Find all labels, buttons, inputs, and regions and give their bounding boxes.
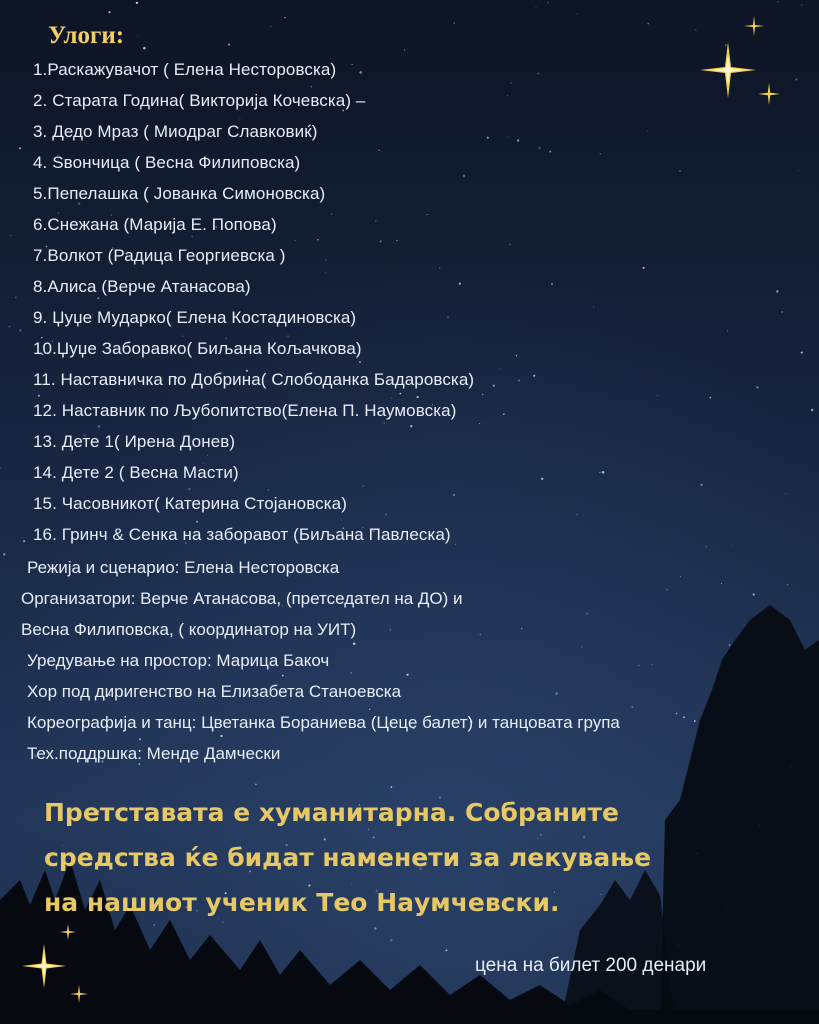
star-dot [239, 118, 240, 119]
star-dot [391, 398, 392, 399]
star-dot [359, 71, 362, 74]
star-dot [390, 939, 392, 941]
role-item: 3. Дедо Мраз ( Миодраг Славковиќ) [33, 122, 318, 141]
star-dot [410, 425, 412, 427]
star-dot [385, 513, 387, 515]
notice-line: средства ќе бидат наменети за лекување [44, 843, 652, 872]
star-dot [439, 267, 440, 268]
star-dot [454, 22, 455, 23]
star-dot [390, 629, 392, 631]
star-dot [517, 139, 519, 141]
star-dot [695, 29, 696, 30]
role-item: 11. Наставничка по Добрина( Слободанка Бадаровска) [33, 370, 475, 389]
star-dot [706, 546, 707, 547]
star-dot [694, 720, 696, 722]
credit-organizers-line1: Организатори: Верче Атанасова, (претседател на ДО) и [21, 589, 463, 608]
star-dot [15, 296, 17, 298]
star-dot [404, 49, 405, 50]
star-dot [380, 240, 382, 242]
star-dot [683, 716, 685, 718]
star-dot [787, 584, 788, 585]
star-dot [138, 35, 139, 36]
star-dot [631, 706, 633, 708]
role-item: 6.Снежана (Марија Е. Попова) [33, 215, 277, 234]
star-dot [518, 379, 520, 381]
star-dot [795, 78, 797, 80]
star-dot [499, 368, 500, 369]
sparkle-star-icon [744, 16, 764, 36]
star-dot [647, 23, 649, 25]
star-dot [255, 783, 257, 785]
star-dot [593, 307, 594, 308]
star-dot [188, 488, 191, 491]
star-dot [732, 545, 733, 546]
role-item: 8.Алиса (Верче Атанасова) [33, 277, 251, 296]
star-dot [776, 290, 778, 292]
star-dot [463, 175, 465, 177]
role-item: 15. Часовникот( Катерина Стојановска) [33, 494, 347, 513]
star-dot [108, 11, 110, 13]
star-dot [538, 73, 540, 75]
star-dot [284, 17, 285, 18]
star-dot [282, 675, 284, 677]
star-dot [479, 423, 480, 424]
star-dot [700, 484, 702, 486]
star-dot [384, 422, 385, 423]
star-dot [399, 393, 401, 395]
star-dot [811, 409, 814, 412]
star-dot [756, 386, 758, 388]
star-dot [782, 311, 784, 313]
star-dot [798, 170, 799, 171]
star-dot [453, 494, 455, 496]
credit-organizers-line2: Весна Филиповска, ( координатор на УИТ) [21, 620, 357, 639]
star-dot [207, 455, 208, 456]
star-dot [139, 738, 141, 740]
star-dot [657, 395, 658, 396]
star-dot [581, 646, 582, 647]
star-dot [445, 949, 447, 951]
star-dot [777, 1, 778, 2]
ticket-price: цена на билет 200 денари [475, 955, 707, 976]
star-dot [97, 297, 99, 299]
star-dot [363, 486, 364, 487]
star-dot [541, 478, 543, 480]
star-dot [416, 396, 418, 398]
star-dot [98, 425, 101, 428]
role-item: 13. Дете 1( Ирена Донев) [33, 432, 236, 451]
star-dot [375, 220, 376, 221]
credit-choreography: Кореографија и танц: Цветанка Бораниева (Цеце балет) и танцовата група [27, 713, 620, 732]
star-dot [503, 413, 505, 415]
star-dot [600, 153, 601, 154]
star-dot [507, 136, 508, 137]
notice-line: на нашиот ученик Тео Наумчевски. [44, 888, 560, 917]
star-dot [447, 317, 448, 318]
star-dot [539, 147, 541, 149]
star-dot [220, 735, 222, 737]
star-dot [638, 665, 639, 666]
star-dot [602, 471, 605, 474]
star-dot [547, 2, 548, 3]
star-dot [268, 489, 269, 490]
star-dot [369, 709, 370, 710]
star-dot [288, 336, 289, 337]
roles-heading: Улоги: [48, 22, 125, 49]
star-dot [493, 385, 495, 387]
star-dot [533, 375, 535, 377]
star-dot [753, 593, 755, 595]
star-dot [241, 958, 242, 959]
star-dot [647, 131, 648, 132]
role-item: 7.Волкот (Радица Георгиевска ) [33, 246, 286, 265]
star-dot [23, 540, 25, 542]
star-dot [679, 170, 680, 171]
star-dot [10, 235, 11, 236]
sparkle-star-icon [70, 985, 88, 1003]
role-item: 14. Дете 2 ( Весна Масти) [33, 463, 239, 482]
star-dot [785, 493, 786, 494]
star-dot [270, 26, 271, 27]
sparkle-star-icon [22, 944, 66, 988]
star-dot [666, 589, 668, 591]
star-dot [406, 674, 408, 676]
sparkle-star-icon [60, 924, 76, 940]
star-dot [228, 44, 230, 46]
star-dot [729, 644, 730, 645]
star-dot [721, 583, 722, 584]
star-dot [325, 259, 327, 261]
star-dot [350, 672, 352, 674]
role-item: 9. Џуџе Мударко( Елена Костадиновска) [33, 308, 357, 327]
role-item: 16. Гринч & Сенка на заборавот (Биљана Павлеска) [33, 525, 451, 544]
star-dot [19, 329, 21, 331]
star-dot [341, 519, 342, 520]
star-dot [459, 282, 461, 284]
star-dot [521, 628, 522, 629]
charity-notice [44, 790, 804, 925]
star-dot [801, 4, 802, 5]
star-dot [487, 137, 489, 139]
star-dot [8, 326, 10, 328]
role-item: 5.Пепелашка ( Јованка Симоновска) [33, 184, 326, 203]
credit-tech: Тех.поддршка: Менде Дамчески [27, 744, 281, 763]
star-dot [427, 214, 428, 215]
sparkle-star-icon [758, 83, 780, 105]
star-dot [680, 576, 681, 577]
role-item: 1.Раскажувачот ( Елена Несторовска) [33, 60, 337, 79]
role-item: 2. Старата Година( Викторија Кочевска) – [33, 91, 366, 110]
star-dot [551, 283, 553, 285]
star-dot [577, 514, 578, 515]
star-dot [549, 151, 551, 153]
star-dot [396, 240, 398, 242]
star-dot [587, 613, 588, 614]
star-dot [536, 7, 537, 8]
star-dot [727, 330, 728, 331]
star-dot [19, 147, 21, 149]
star-dot [555, 692, 557, 694]
role-item: 12. Наставник по Љубопитство(Елена П. Наумовска) [33, 401, 457, 420]
star-dot [390, 786, 392, 788]
star-dot [353, 642, 356, 645]
star-dot [801, 351, 803, 353]
star-dot [455, 544, 456, 545]
star-dot [509, 244, 511, 246]
star-dot [196, 521, 198, 523]
role-item: 10.Џуџе Заборавко( Биљана Кољачкова) [33, 339, 362, 358]
star-dot [331, 214, 333, 216]
star-dot [374, 927, 376, 929]
star-dot [58, 212, 59, 213]
role-item: 4. Ѕвончица ( Весна Филиповска) [33, 153, 301, 172]
star-dot [507, 95, 508, 96]
star-dot [710, 397, 712, 399]
star-dot [311, 86, 313, 88]
star-dot [317, 239, 318, 240]
star-dot [325, 272, 326, 273]
star-dot [191, 236, 192, 237]
star-dot [676, 713, 678, 715]
star-dot [576, 13, 577, 14]
credit-choir: Хор под диригенство на Елизабета Станоевска [27, 682, 402, 701]
star-dot [643, 267, 645, 269]
star-dot [38, 395, 40, 397]
star-dot [294, 240, 295, 241]
notice-line: Претставата е хуманитарна. Собраните [44, 798, 619, 827]
credit-space: Уредување на простор: Марица Бакоч [27, 651, 330, 670]
star-dot [510, 82, 512, 84]
star-dot [482, 394, 483, 395]
star-dot [352, 64, 353, 65]
sparkle-star-icon [700, 42, 756, 98]
star-dot [143, 47, 146, 50]
star-dot [516, 355, 517, 356]
star-dot [359, 361, 361, 363]
credit-direction: Режија и сценарио: Елена Несторовска [27, 558, 340, 577]
star-dot [479, 634, 481, 636]
star-dot [651, 664, 652, 665]
star-dot [599, 472, 600, 473]
star-dot [136, 2, 138, 4]
star-dot [378, 149, 380, 151]
star-dot [3, 553, 5, 555]
star-dot [182, 336, 183, 337]
